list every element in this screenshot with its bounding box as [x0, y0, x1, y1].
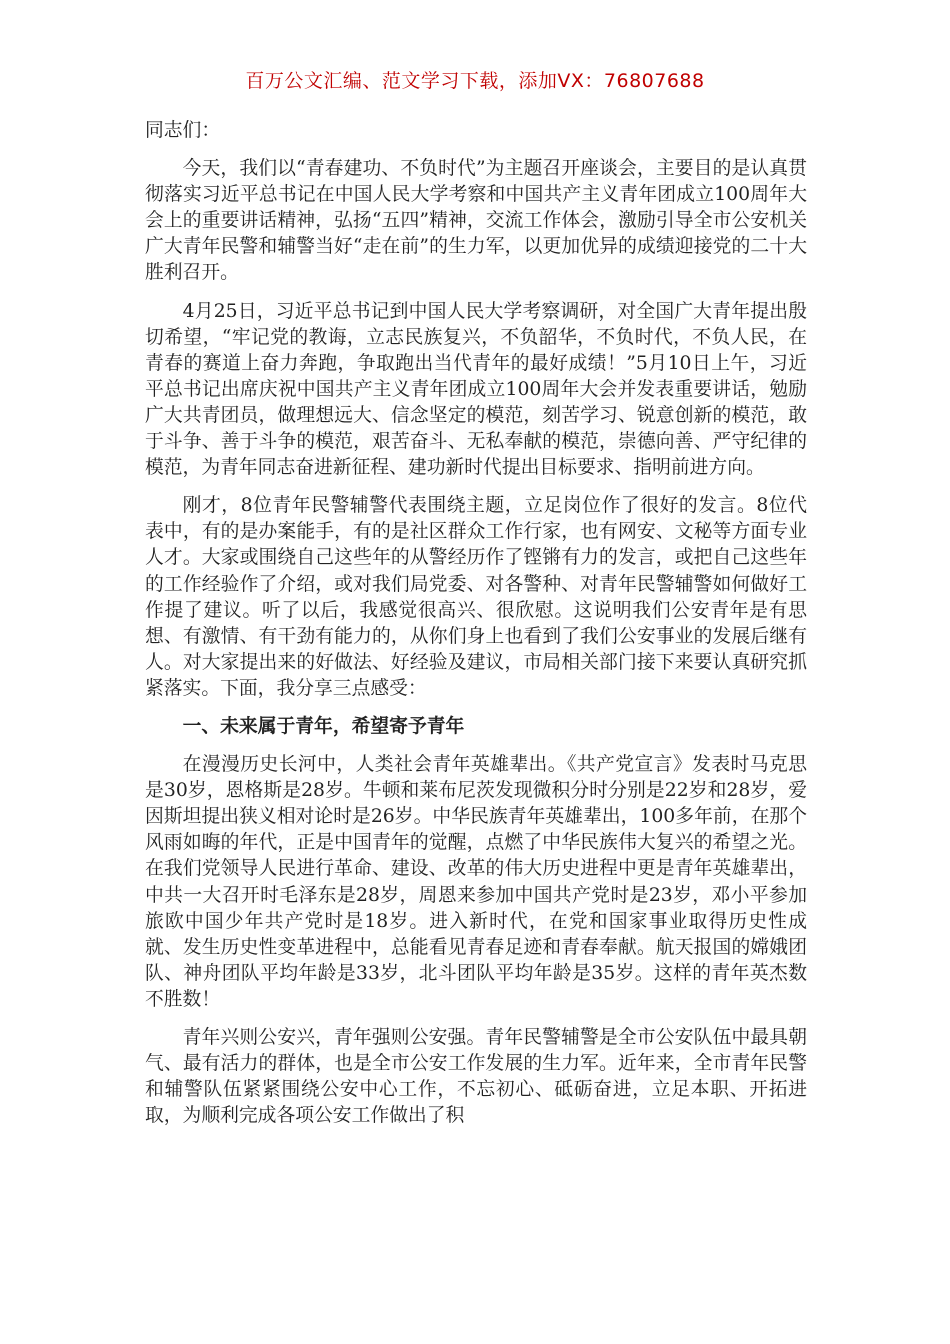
bottom-fade-overlay	[0, 1140, 950, 1344]
salutation: 同志们：	[145, 120, 221, 141]
paragraph-youth-police: 青年兴则公安兴，青年强则公安强。青年民警辅警是全市公安队伍中最具朝气、最有活力的群体，也是全市公安工作发展的生力军。近年来，全市青年民警和辅警队伍紧紧围绕公安中心工作，不忘初心、砥砺奋进，立足本职、开拓进取，为顺利完成各项公安工作做出了积	[145, 1027, 807, 1127]
document-body	[145, 118, 807, 1141]
paragraph-representatives: 刚才，8位青年民警辅警代表围绕主题，立足岗位作了很好的发言。8位代表中，有的是办案能手，有的是社区群众工作行家，也有网安、文秘等方面专业人才。大家或围绕自己这些年的从警经历作了铿锵有力的发言，或把自己这些年的工作经验作了介绍，或对我们局党委、对各警种、对青年民警辅警如何做好工作提了建议。听了以后，我感觉很高兴、很欣慰。这说明我们公安青年是有思想、有激情、有干劲有能力的，从你们身上也看到了我们公安事业的发展后继有人。对大家提出来的好做法、好经验及建议，市局相关部门接下来要认真研究抓紧落实。下面，我分享三点感受：	[145, 495, 807, 699]
section-heading-1: 一、未来属于青年，希望寄予青年	[182, 715, 465, 737]
paragraph-speech: 4月25日，习近平总书记到中国人民大学考察调研，对全国广大青年提出殷切希望，“牢记党的教诲，立志民族复兴，不负韶华，不负时代，不负人民，在青春的赛道上奋力奔跑，争取跑出当代青年的最好成绩！”5月10日上午，习近平总书记出席庆祝中国共产主义青年团成立100周年大会并发表重要讲话，勉励广大共青团员，做理想远大、信念坚定的模范，刻苦学习、锐意创新的模范，敢于斗争、善于斗争的模范，艰苦奋斗、无私奉献的模范，崇德向善、严守纪律的模范，为青年同志奋进新征程、建功新时代提出目标要求、指明前进方向。	[145, 300, 807, 479]
watermark-header: 百万公文汇编、范文学习下载，添加VX：76807688	[245, 70, 705, 92]
paragraph-intro: 今天，我们以“青春建功、不负时代”为主题召开座谈会，主要目的是认真贯彻落实习近平总书记在中国人民大学考察和中国共产主义青年团成立100周年大会上的重要讲话精神，弘扬“五四”精神，交流工作体会，激励引导全市公安机关广大青年民警和辅警当好“走在前”的生力军，以更加优异的成绩迎接党的二十大胜利召开。	[145, 158, 807, 284]
paragraph-history: 在漫漫历史长河中，人类社会青年英雄辈出。《共产党宣言》发表时马克思是30岁，恩格斯是28岁。牛顿和莱布尼茨发现微积分时分别是22岁和28岁，爱因斯坦提出狭义相对论时是26岁。中华民族青年英雄辈出，100多年前，在那个风雨如晦的年代，正是中国青年的觉醒，点燃了中华民族伟大复兴的希望之光。在我们党领导人民进行革命、建设、改革的伟大历史进程中更是青年英雄辈出，中共一大召开时毛泽东是28岁，周恩来参加中国共产党时是23岁，邓小平参加旅欧中国少年共产党时是18岁。进入新时代，在党和国家事业取得历史性成就、发生历史性变革进程中，总能看见青春足迹和青春奉献。航天报国的嫦娥团队、神舟团队平均年龄是33岁，北斗团队平均年龄是35岁。这样的青年英杰数不胜数！	[145, 754, 807, 1010]
